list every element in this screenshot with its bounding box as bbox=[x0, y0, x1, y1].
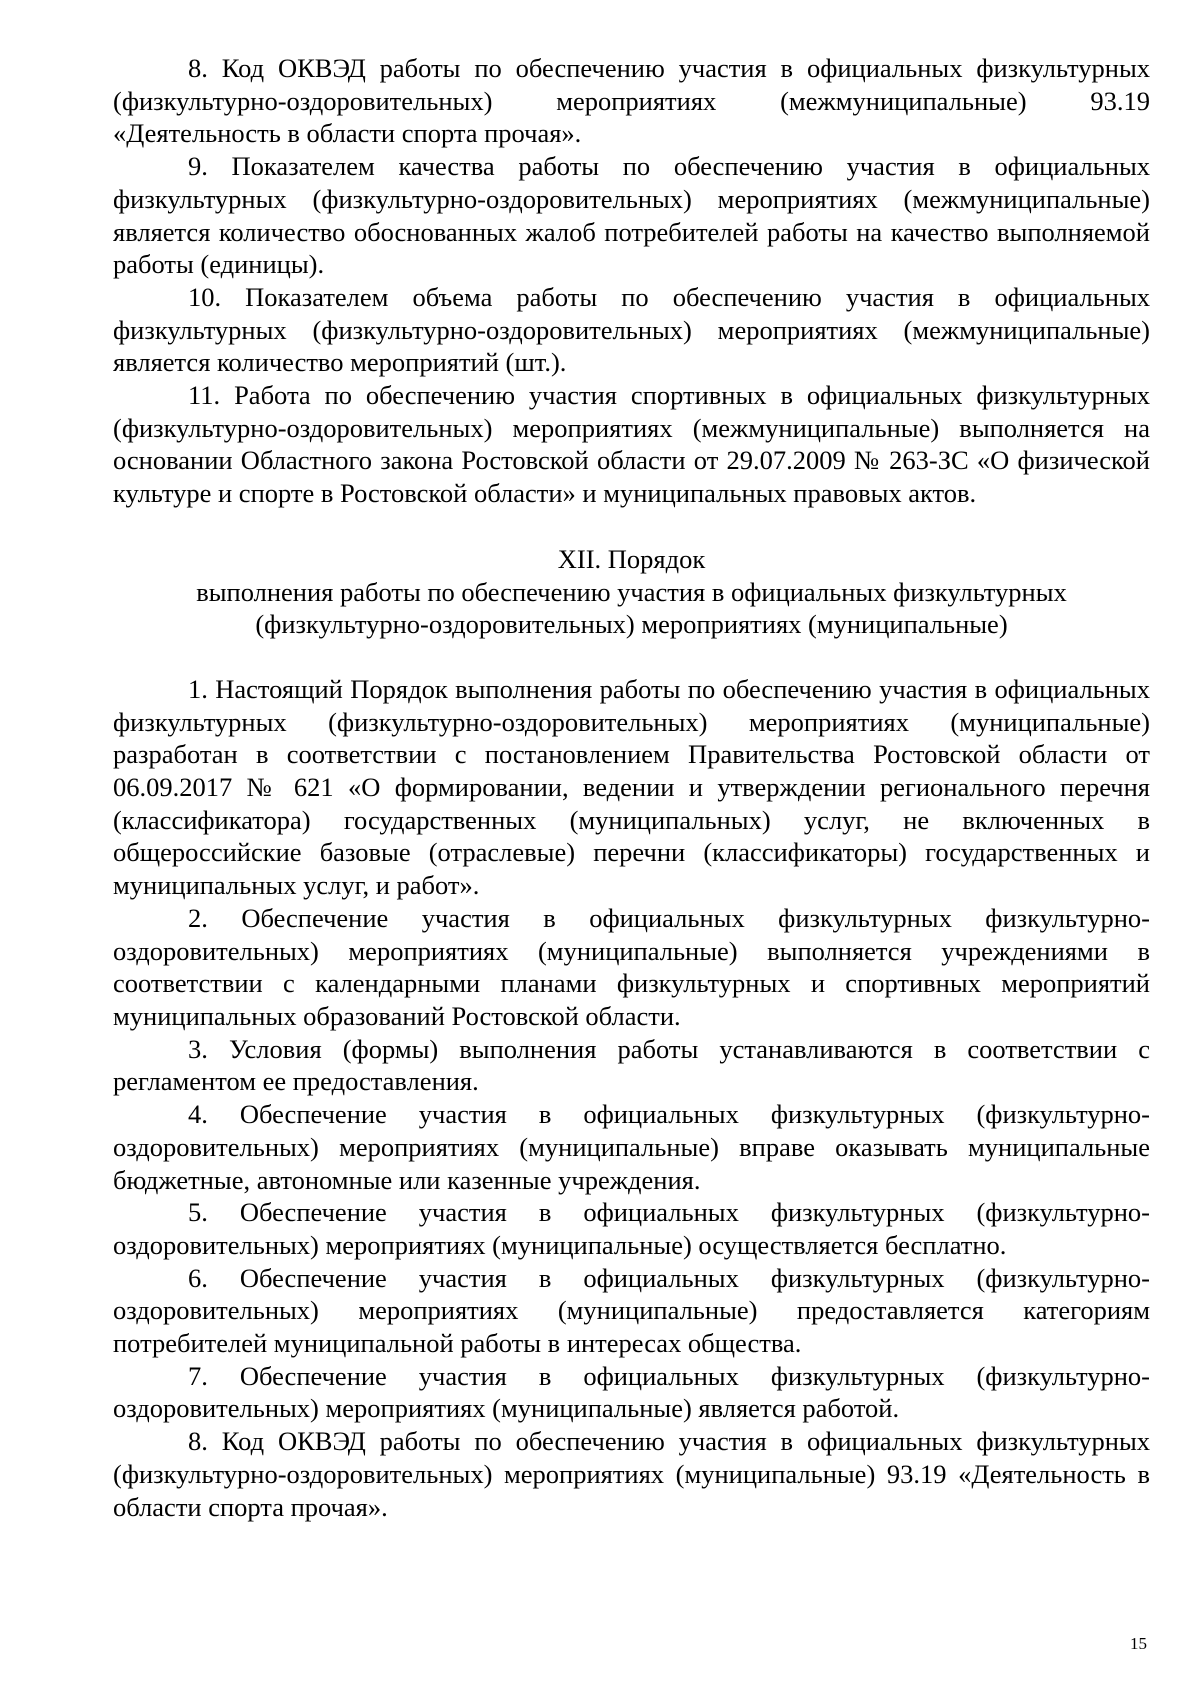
paragraph-quality-indicator: 9. Показателем качества работы по обеспечению участия в официальных физкультурных (физкультурно-оздоровительных) мероприятиях (межмуниципальные) является количество обоснованных жалоб потребителей работы на качество выполняемой работы (единицы). bbox=[113, 151, 1150, 280]
section-heading bbox=[113, 543, 1150, 641]
paragraph-okved-code-intermunicipal: 8. Код ОКВЭД работы по обеспечению участия в официальных физкультурных (физкультурно-оздоровительных) мероприятиях (межмуниципальные) 93.19 «Деятельность в области спорта прочая». bbox=[113, 53, 1150, 149]
paragraph-calendar-plans: 2. Обеспечение участия в официальных физкультурных физкультурно-оздоровительных) мероприятиях (муниципальные) выполняется учреждениями в соответствии с календарными планами физкультурных и спортивных мероприятий муниципальных образований Ростовской области. bbox=[113, 902, 1150, 1031]
section-subtitle-line2: (физкультурно-оздоровительных) мероприятиях (муниципальные) bbox=[255, 609, 1008, 640]
paragraph-is-work: 7. Обеспечение участия в официальных физкультурных (физкультурно-оздоровительных) мероприятиях (муниципальные) является работой. bbox=[113, 1360, 1150, 1424]
document-page bbox=[113, 52, 1150, 1523]
section-title: XII. Порядок bbox=[557, 543, 706, 574]
paragraph-volume-indicator: 10. Показателем объема работы по обеспечению участия в официальных физкультурных (физкультурно-оздоровительных) мероприятиях (межмуниципальные) является количество мероприятий (шт.). bbox=[113, 281, 1150, 378]
paragraph-free-of-charge: 5. Обеспечение участия в официальных физкультурных (физкультурно-оздоровительных) мероприятиях (муниципальные) осуществляется бесплатно. bbox=[113, 1197, 1150, 1260]
paragraph-legal-basis: 11. Работа по обеспечению участия спортивных в официальных физкультурных (физкультурно-оздоровительных) мероприятиях (межмуниципальные) выполняется на основании Областного закона Ростовской области от 29.07.2009 № 263-ЗС «О физической культуре и спорте в Ростовской области» и муниципальных правовых актов. bbox=[113, 380, 1150, 509]
paragraph-conditions: 3. Условия (формы) выполнения работы устанавливаются в соответствии с регламентом ее предоставления. bbox=[113, 1033, 1150, 1097]
paragraph-providers: 4. Обеспечение участия в официальных физкультурных (физкультурно-оздоровительных) мероприятиях (муниципальные) вправе оказывать муниципальные бюджетные, автономные или казенные учреждения. bbox=[113, 1099, 1150, 1195]
paragraph-procedure-basis: 1. Настоящий Порядок выполнения работы по обеспечению участия в официальных физкультурных (физкультурно-оздоровительных) мероприятиях (муниципальные) разработан в соответствии с постановлением Правительства Ростовской области от 06.09.2017 № 621 «О формировании, ведении и утверждении регионального перечня (классификатора) государственных (муниципальных) услуг, не включенных в общероссийские базовые (отраслевые) перечни (классификаторы) государственных и муниципальных услуг, и работ». bbox=[113, 673, 1150, 901]
paragraph-consumer-categories: 6. Обеспечение участия в официальных физкультурных (физкультурно-оздоровительных) мероприятиях (муниципальные) предоставляется категориям потребителей муниципальной работы в интересах общества. bbox=[113, 1262, 1150, 1359]
section-subtitle-line1: выполнения работы по обеспечению участия в официальных физкультурных bbox=[196, 576, 1067, 607]
page-number: 15 bbox=[1130, 1634, 1147, 1653]
paragraph-okved-code-municipal: 8. Код ОКВЭД работы по обеспечению участия в официальных физкультурных (физкультурно-оздоровительных) мероприятиях (муниципальные) 93.19 «Деятельность в области спорта прочая». bbox=[113, 1426, 1150, 1522]
